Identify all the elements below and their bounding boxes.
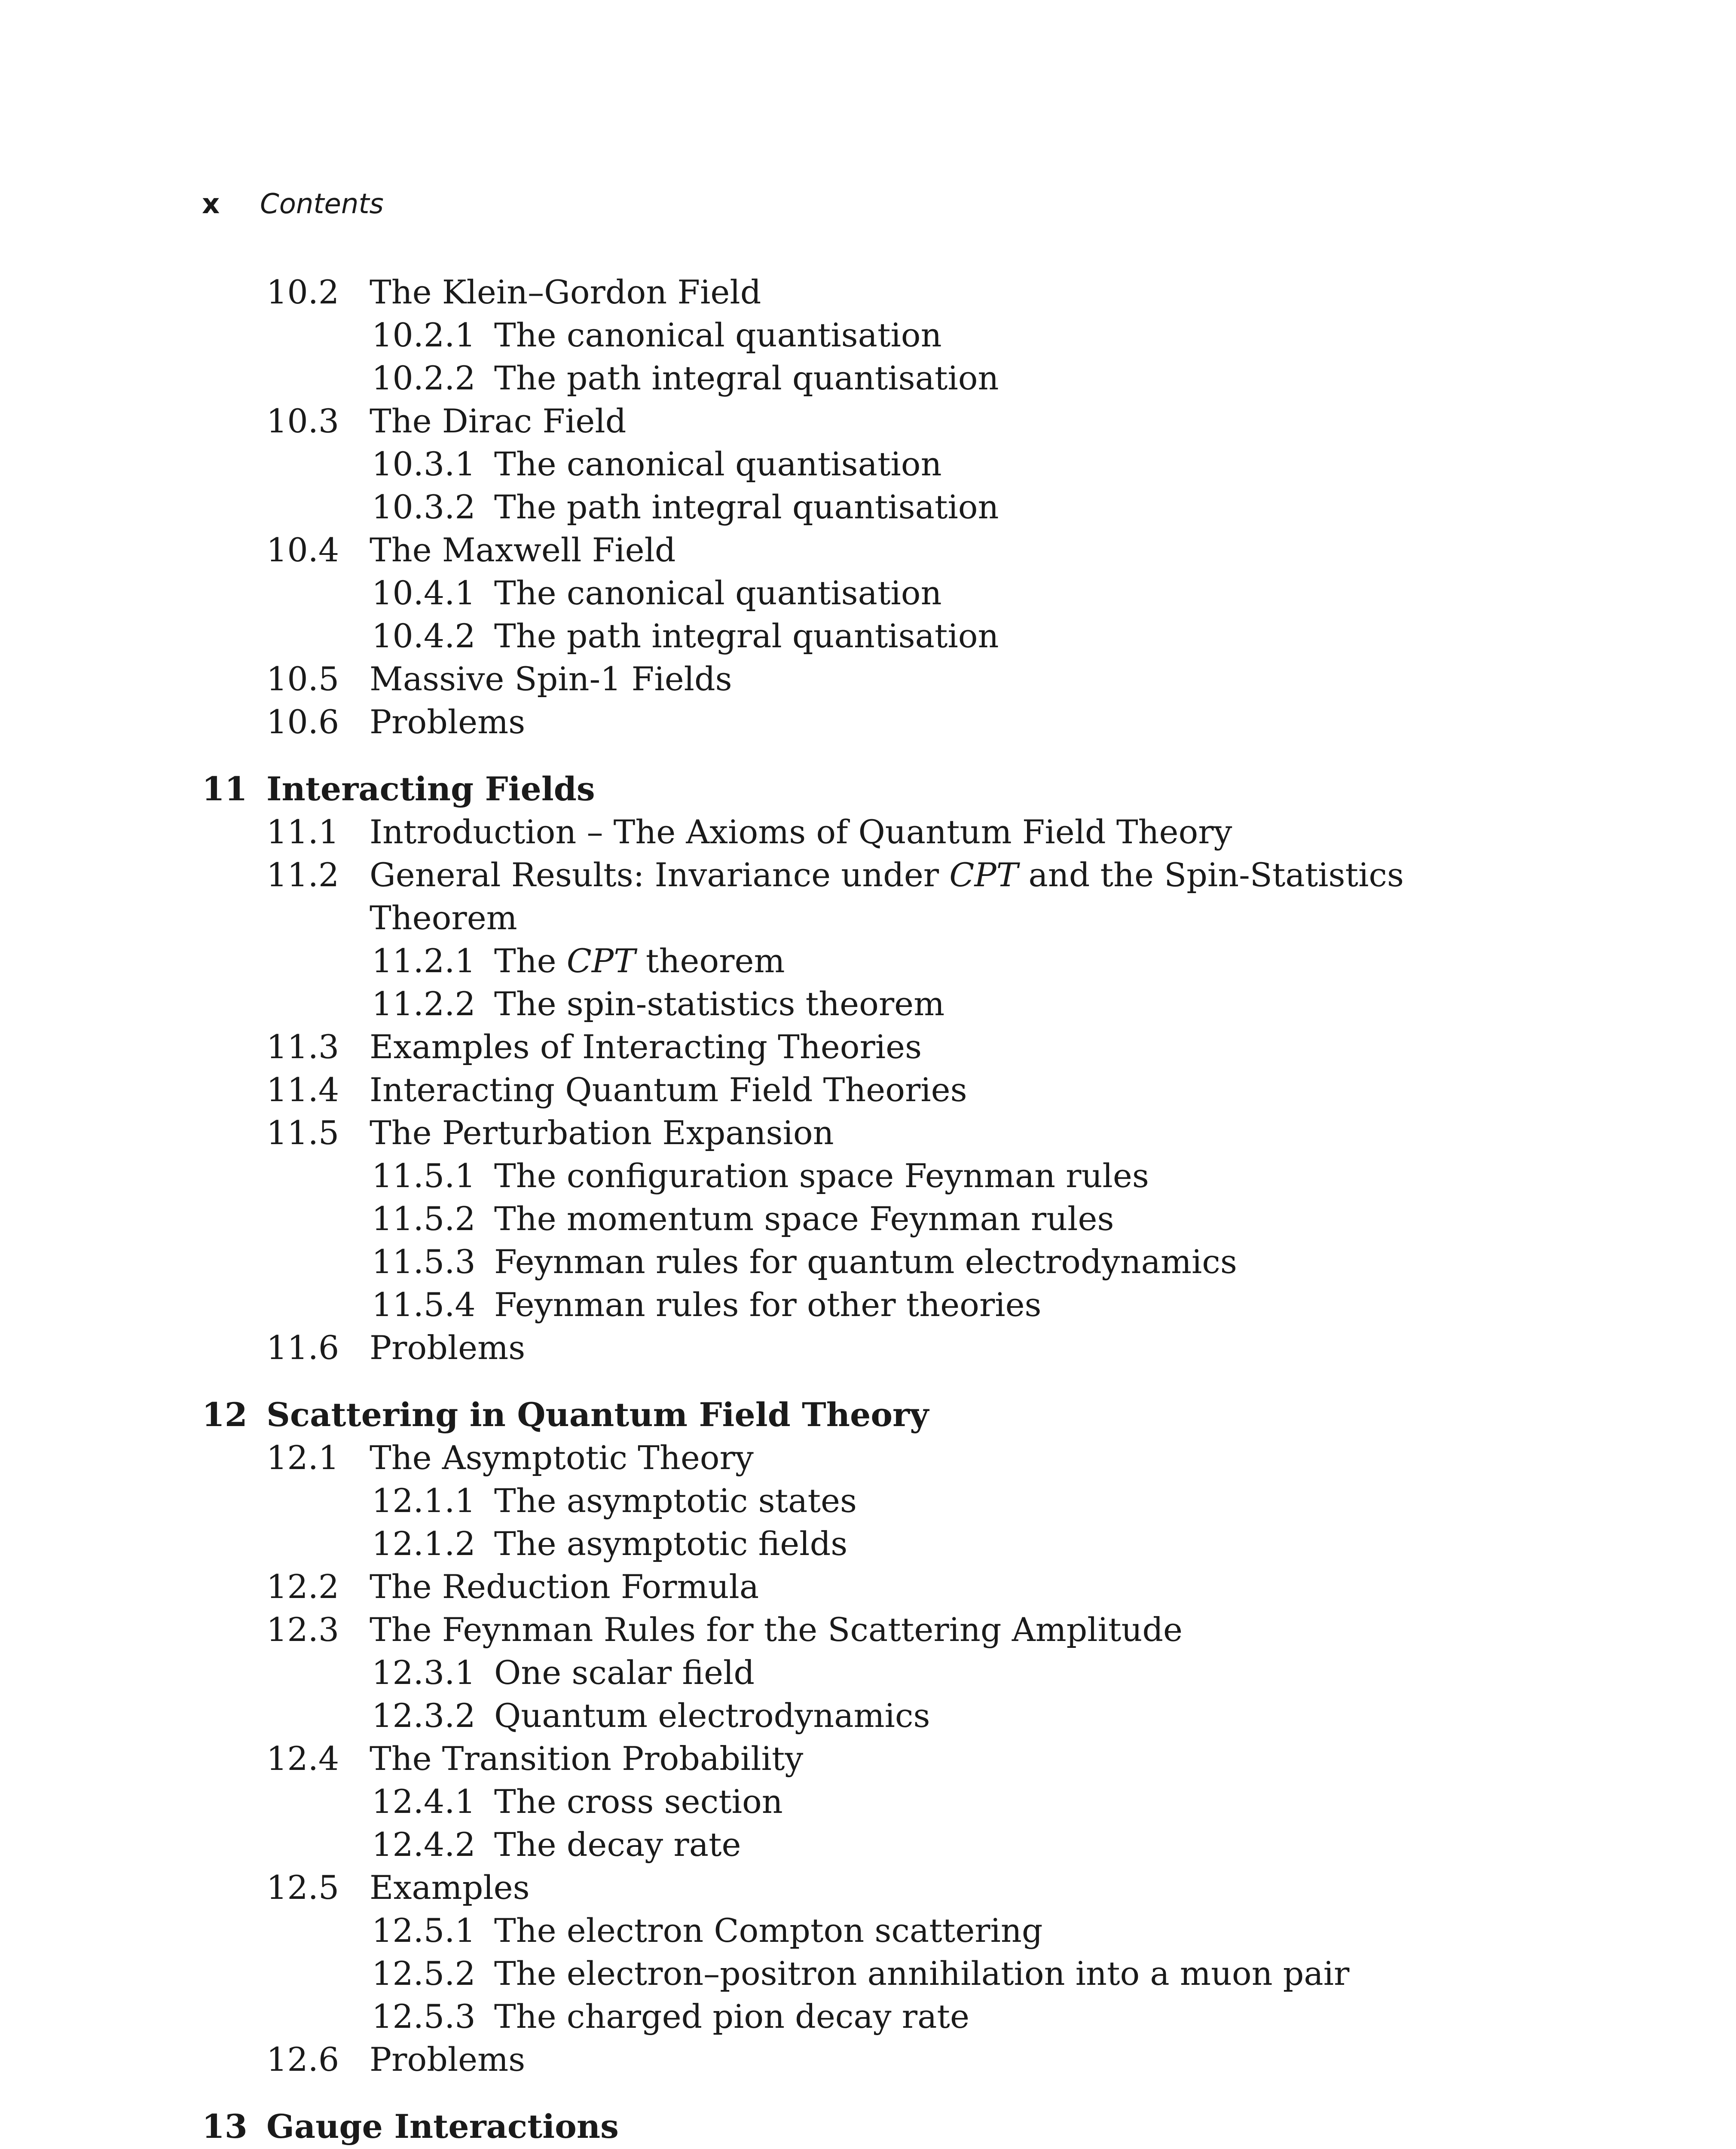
- toc-subsection-12-5-1[interactable]: [202, 1909, 1620, 1952]
- toc-section-10-6[interactable]: [202, 701, 1620, 744]
- toc-chapter-13[interactable]: [202, 2105, 1620, 2148]
- subsection-number: 12.4.2: [372, 1825, 476, 1864]
- subsection-title-part: The: [494, 942, 567, 980]
- page-number: x: [202, 188, 220, 220]
- section-number: 12.2: [266, 1567, 339, 1606]
- subsection-number: 12.5.2: [372, 1954, 476, 1993]
- subsection-title: The decay rate: [494, 1825, 741, 1864]
- toc-subsection-12-5-3[interactable]: [202, 1995, 1620, 2038]
- subsection-number: 12.5.1: [372, 1911, 476, 1950]
- subsection-title: One scalar field: [494, 1653, 755, 1692]
- toc-section-12-6[interactable]: [202, 2038, 1620, 2081]
- section-title-part: General Results: Invariance under: [370, 856, 950, 894]
- section-title: The Maxwell Field: [370, 531, 676, 569]
- subsection-title: The asymptotic states: [494, 1482, 857, 1520]
- subsection-title: The canonical quantisation: [494, 574, 942, 612]
- section-number: 10.4: [266, 531, 339, 569]
- subsection-number: 12.4.1: [372, 1782, 476, 1821]
- toc-subsection-10-4-1[interactable]: [202, 572, 1620, 615]
- toc-subsection-10-2-2[interactable]: [202, 357, 1620, 400]
- subsection-title: The cross section: [494, 1782, 783, 1821]
- toc-subsection-11-2-2[interactable]: [202, 983, 1620, 1026]
- section-number: 10.5: [266, 660, 339, 698]
- toc-subsection-10-2-1[interactable]: [202, 314, 1620, 357]
- subsection-number: 11.2.2: [372, 985, 476, 1023]
- subsection-title: The configuration space Feynman rules: [494, 1157, 1149, 1195]
- section-number: 11.2: [266, 856, 339, 894]
- subsection-title: The path integral quantisation: [494, 488, 999, 526]
- toc-section-11-2[interactable]: [202, 854, 1620, 897]
- subsection-number: 12.1.1: [372, 1482, 476, 1520]
- toc-section-11-1[interactable]: [202, 811, 1620, 854]
- subsection-number: 10.4.2: [372, 617, 476, 655]
- toc-section-11-5[interactable]: [202, 1111, 1620, 1154]
- section-title: The Dirac Field: [370, 402, 627, 440]
- section-title: The Reduction Formula: [370, 1567, 759, 1606]
- subsection-title: The charged pion decay rate: [494, 1997, 969, 2036]
- table-of-contents: [202, 271, 1620, 2149]
- section-number: 11.1: [266, 813, 339, 851]
- toc-section-10-4[interactable]: [202, 529, 1620, 572]
- subsection-title: The path integral quantisation: [494, 359, 999, 397]
- subsection-number: 10.3.1: [372, 445, 476, 483]
- cpt-math: CPT: [949, 856, 1018, 894]
- subsection-number: 10.2.1: [372, 316, 476, 354]
- subsection-number: 11.2.1: [372, 942, 476, 980]
- chapter-number: 11: [202, 770, 248, 808]
- running-head-title: Contents: [260, 188, 384, 220]
- section-number: 11.5: [266, 1114, 339, 1152]
- section-number: 12.5: [266, 1868, 339, 1907]
- section-title: The Perturbation Expansion: [370, 1114, 834, 1152]
- toc-chapter-11[interactable]: [202, 768, 1620, 811]
- section-title: The Feynman Rules for the Scattering Amplitude: [370, 1610, 1183, 1649]
- toc-section-12-5[interactable]: [202, 1866, 1620, 1909]
- section-number: 12.6: [266, 2040, 339, 2079]
- section-title-continuation: Theorem: [370, 899, 517, 937]
- section-number: 10.6: [266, 703, 339, 741]
- toc-section-12-2[interactable]: [202, 1565, 1620, 1608]
- cpt-math: CPT: [566, 942, 636, 980]
- toc-subsection-11-5-3[interactable]: [202, 1240, 1620, 1283]
- subsection-title: The asymptotic fields: [494, 1525, 848, 1563]
- toc-subsection-11-5-4[interactable]: [202, 1283, 1620, 1326]
- subsection-number: 11.5.3: [372, 1243, 476, 1281]
- chapter-title: Interacting Fields: [266, 770, 595, 808]
- toc-section-11-2-continuation[interactable]: [202, 897, 1620, 940]
- toc-subsection-10-3-2[interactable]: [202, 486, 1620, 529]
- subsection-number: 11.5.1: [372, 1157, 476, 1195]
- section-title: [370, 854, 1404, 897]
- subsection-title-part: theorem: [635, 942, 785, 980]
- toc-subsection-10-3-1[interactable]: [202, 443, 1620, 486]
- subsection-title: [494, 940, 785, 983]
- toc-section-11-4[interactable]: [202, 1068, 1620, 1111]
- toc-chapter-12[interactable]: [202, 1393, 1620, 1436]
- toc-subsection-11-5-1[interactable]: [202, 1154, 1620, 1197]
- toc-section-10-3[interactable]: [202, 400, 1620, 443]
- subsection-title: The momentum space Feynman rules: [494, 1200, 1114, 1238]
- section-title: Introduction – The Axioms of Quantum Field Theory: [370, 813, 1232, 851]
- toc-subsection-10-4-2[interactable]: [202, 615, 1620, 658]
- section-number: 11.6: [266, 1329, 339, 1367]
- subsection-title: The path integral quantisation: [494, 617, 999, 655]
- toc-section-12-1[interactable]: [202, 1436, 1620, 1479]
- section-title: Massive Spin-1 Fields: [370, 660, 732, 698]
- subsection-title: The electron Compton scattering: [494, 1911, 1043, 1950]
- toc-section-10-2[interactable]: [202, 271, 1620, 314]
- subsection-title: The canonical quantisation: [494, 316, 942, 354]
- section-title: The Asymptotic Theory: [370, 1439, 754, 1477]
- subsection-title: Feynman rules for other theories: [494, 1286, 1042, 1324]
- subsection-number: 10.2.2: [372, 359, 476, 397]
- section-number: 12.4: [266, 1739, 339, 1778]
- section-title-part: and the Spin-Statistics: [1018, 856, 1404, 894]
- subsection-title: The spin-statistics theorem: [494, 985, 945, 1023]
- toc-subsection-12-3-1[interactable]: [202, 1651, 1620, 1694]
- section-number: 11.3: [266, 1028, 339, 1066]
- subsection-number: 12.3.2: [372, 1696, 476, 1735]
- toc-section-12-4[interactable]: [202, 1737, 1620, 1780]
- section-number: 12.3: [266, 1610, 339, 1649]
- subsection-number: 12.1.2: [372, 1525, 476, 1563]
- toc-subsection-12-3-2[interactable]: [202, 1694, 1620, 1737]
- toc-section-10-5[interactable]: [202, 658, 1620, 701]
- toc-subsection-12-5-2[interactable]: [202, 1952, 1620, 1995]
- subsection-number: 10.3.2: [372, 488, 476, 526]
- section-title: Examples: [370, 1868, 530, 1907]
- running-head: [202, 183, 384, 226]
- chapter-number: 13: [202, 2107, 248, 2146]
- section-title: The Transition Probability: [370, 1739, 804, 1778]
- section-title: Examples of Interacting Theories: [370, 1028, 922, 1066]
- chapter-title: Scattering in Quantum Field Theory: [266, 1396, 929, 1434]
- subsection-title: Feynman rules for quantum electrodynamics: [494, 1243, 1237, 1281]
- subsection-number: 11.5.2: [372, 1200, 476, 1238]
- toc-subsection-12-1-1[interactable]: [202, 1479, 1620, 1522]
- subsection-number: 11.5.4: [372, 1286, 476, 1324]
- section-number: 12.1: [266, 1439, 339, 1477]
- subsection-title: The electron–positron annihilation into a muon pair: [494, 1954, 1350, 1993]
- toc-subsection-12-4-1[interactable]: [202, 1780, 1620, 1823]
- toc-section-12-3[interactable]: [202, 1608, 1620, 1651]
- section-title: Problems: [370, 2040, 526, 2079]
- section-title: Interacting Quantum Field Theories: [370, 1071, 967, 1109]
- chapter-number: 12: [202, 1396, 248, 1434]
- section-title: Problems: [370, 1329, 526, 1367]
- subsection-number: 12.3.1: [372, 1653, 476, 1692]
- section-title: The Klein–Gordon Field: [370, 273, 761, 311]
- section-title: Problems: [370, 703, 526, 741]
- toc-subsection-12-4-2[interactable]: [202, 1823, 1620, 1866]
- toc-section-11-6[interactable]: [202, 1326, 1620, 1369]
- section-number: 10.3: [266, 402, 339, 440]
- toc-subsection-11-5-2[interactable]: [202, 1197, 1620, 1240]
- toc-subsection-11-2-1[interactable]: [202, 940, 1620, 983]
- chapter-title: Gauge Interactions: [266, 2107, 619, 2146]
- subsection-number: 10.4.1: [372, 574, 476, 612]
- toc-subsection-12-1-2[interactable]: [202, 1522, 1620, 1565]
- section-number: 10.2: [266, 273, 339, 311]
- toc-section-11-3[interactable]: [202, 1026, 1620, 1068]
- section-number: 11.4: [266, 1071, 339, 1109]
- subsection-title: Quantum electrodynamics: [494, 1696, 930, 1735]
- subsection-number: 12.5.3: [372, 1997, 476, 2036]
- subsection-title: The canonical quantisation: [494, 445, 942, 483]
